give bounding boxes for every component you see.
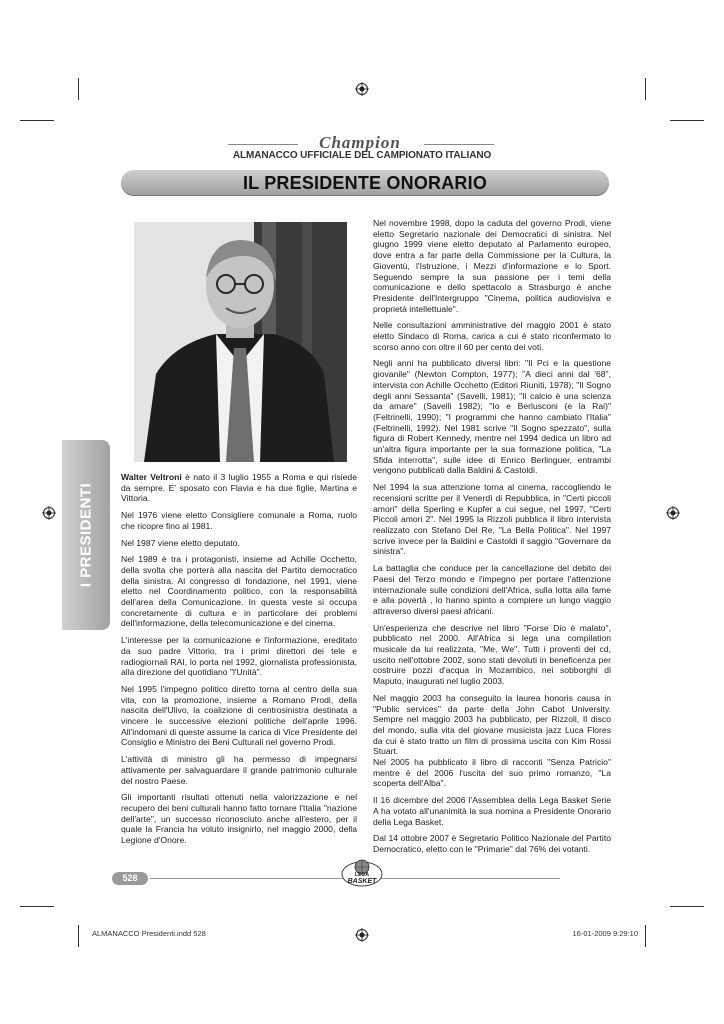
body-paragraph: Nel 1989 è tra i protagonisti, insieme ad Achille Occhetto, della svolta che porterà alla nascita del Partito democratico della sinistra. Al congresso di fondazione, nel 1991, viene eletto nel Coordinamento politico, con la responsabilità dell'area della Comunicazione. In questa veste si occupa concretamente di cultura e in particolare dei problemi dell'informazione, della telecomunicazione e del cinema. [121,554,357,629]
body-paragraph: L'interesse per la comunicazione e l'informazione, ereditato da suo padre Vittorio, tra i primi direttori dei tele e radiogiornali RAI, lo porta nel 1992, giornalista professionista, alla direzione del quotidiano "l'Unità". [121,635,357,678]
body-paragraph: Nel 1976 viene eletto Consigliere comunale a Roma, ruolo che ricopre fino al 1981. [121,510,357,531]
left-text-column [121,472,357,852]
body-paragraph: La battaglia che conduce per la cancellazione del debito dei Paesi del Terzo mondo e l'impegno per portare l'attenzione internazionale sulle condizioni dell'Africa, sulla lotta alla fame e alla povertà , lo hanno spinto a compiere un lungo viaggio attraverso diversi paesi africani. [373,563,611,616]
body-paragraph: Un'esperienza che descrive nel libro "Forse Dio è malato", pubblicato nel 2000. All'Africa si lega una compilation musicale da lui realizzata, "Me, We". Tutti i proventi del cd, uscito nell'ottobre 2002, sono stati devoluti in beneficenza per costruire pozzi d'acqua in Mozambico, nei sobborghi di Maputo, inaugurati nel luglio 2003. [373,622,611,687]
body-paragraph: Nel 1995 l'impegno politico diretto torna al centro della sua vita, con la promozione, insieme a Romano Prodi, della nascita dell'Ulivo, la coalizione di centrosinistra destinata a vincere le successive elezioni politiche dell'aprile 1996. All'indomani di queste assume la carica di Vice Presidente del Consiglio e Ministro dei Beni Culturali nel governo Prodi. [121,683,357,748]
registration-mark-icon [666,506,680,520]
person-name: Walter Veltroni [121,472,182,482]
right-text-column [373,218,611,861]
body-paragraph: Dal 14 ottobre 2007 è Segretario Politico Nazionale del Partito Democratico, eletto con le "Primarie" dal 76% dei votanti. [373,833,611,854]
section-tab-label: I PRESIDENTI [77,482,95,588]
body-paragraph: L'attività di ministro gli ha permesso di impegnarsi attivamente per salvaguardare il grande patrimonio culturale del nostro Paese. [121,754,357,786]
body-paragraph: Nelle consultazioni amministrative del maggio 2001 è stato eletto Sindaco di Roma, carica a cui è stato riconfermato lo scorso anno con oltre il 60 per cento dei voti. [373,320,611,352]
body-paragraph: Il 16 dicembre del 2006 l'Assemblea della Lega Basket Serie A ha votato all'unanimità la sua nomina a Presidente Onorario della Lega Basket. [373,795,611,827]
page-number: 528 [112,872,148,885]
crop-mark [670,120,704,121]
body-paragraph: Gli importanti risultati ottenuti nella valorizzazione e nel recupero dei beni culturali hanno fatto tornare l'Italia "nazione dell'arte", un successo riconosciuto anche all'estero, per il quale la Francia ha voluto insignirlo, nel maggio 2000, della Legione d'Onore. [121,792,357,846]
header-rule [228,144,298,145]
lega-basket-logo [340,858,384,888]
crop-mark [78,78,79,100]
svg-text:LEGA: LEGA [355,872,369,878]
date-slug: 16-01-2009 9:29:10 [572,929,638,938]
crop-mark [670,906,704,907]
body-paragraph: Nel 1987 viene eletto deputato. [121,537,240,548]
intro-paragraph: Walter Veltroni è nato il 3 luglio 1955 a Roma e qui risiede da sempre. E' sposato con Flavia e ha due figlie, Martina e Vittoria. [121,472,357,504]
crop-mark [20,120,54,121]
file-slug: ALMANACCO Presidenti.indd 528 [92,929,206,938]
crop-mark [645,925,646,947]
body-paragraph: Negli anni ha pubblicato diversi libri: "Il Pci e la questione giovanile" (Newton Compton, 1977); "A dieci anni dal '68", intervista con Achille Occhetto (Editori Riuniti, 1978); "Il Sogno degli anni Sessanta" (Savelli, 1981); "Il calcio è una scienza da amare" (Savelli 1982); "Io e Berlusconi (e la Rai)" (Feltrinelli, 1990); "I programmi che hanno cambiato l'Italia" (Feltrinelli, 1992). Nel 1981 scrive "Il Sogno spezzato", sulla figura di Robert Kennedy, mentre nel 1994 dedica un libro ad un'altra figura importante per la sua formazione politica, "La Sfida interrotta", sulle idee di Enrico Berlinguer, entrambi vengono pubblicati dalla Baldini & Castoldi. [373,358,611,476]
body-paragraph: Nel maggio 2003 ha conseguito la laurea honoris causa in "Public services" da parte della John Cabot University. Sempre nel maggio 2003 ha pubblicato, per Rizzoli, Il disco del mondo, sulla vita del giovane musicista jazz Luca Flores da cui è stato tratto un film di prossima uscita con Kim Rossi Stuart. Nel 2005 ha pubblicato il libro di racconti "Senza Patricio" mentre è del 2006 l'uscita del suo primo romanzo, "La scoperta dell'Alba". [373,692,611,789]
crop-mark [645,78,646,100]
registration-mark-icon [355,928,369,942]
almanac-subtitle: ALMANACCO UFFICIALE DEL CAMPIONATO ITALIANO [232,150,492,161]
body-paragraph: Nel 1994 la sua attenzione torna al cinema, raccogliendo le recensioni scritte per il Venerdì di Repubblica, in "Certi piccoli amori" della Sperling e Kupfer a cui segue, nel 1997, "Certi Piccoli amori 2". Nel 1995 la Rizzoli pubblica il libro intervista realizzato con Stefano Del Re, "La Bella Politica". Nel 1997 scrive invece per la Baldini e Castoldi il saggio "Governare da sinistra". [373,482,611,557]
portrait-photo [134,222,347,462]
header-rule [424,144,494,145]
crop-mark [20,906,54,907]
registration-mark-icon [355,82,369,96]
crop-mark [78,925,79,947]
page-title: IL PRESIDENTE ONORARIO [242,173,488,193]
body-paragraph: Nel novembre 1998, dopo la caduta del governo Prodi, viene eletto Segretario nazionale dei Democratici di sinistra. Nel giugno 1999 viene eletto deputato al Parlamento europeo, dove entra a far parte della Commissione per la Cultura, la Gioventù, l'Istruzione, i Mezzi d'informazione e lo Sport. Seguendo sempre la sua passione per i temi della comunicazione e dello spettacolo a Strasburgo è anche Presidente dell'Intergruppo "Cinema, politica audiovisiva e proprietà intellettuale". [373,218,611,314]
brand-logo: Champion [319,133,401,152]
registration-mark-icon [42,506,56,520]
svg-text:BASKET: BASKET [347,878,377,885]
